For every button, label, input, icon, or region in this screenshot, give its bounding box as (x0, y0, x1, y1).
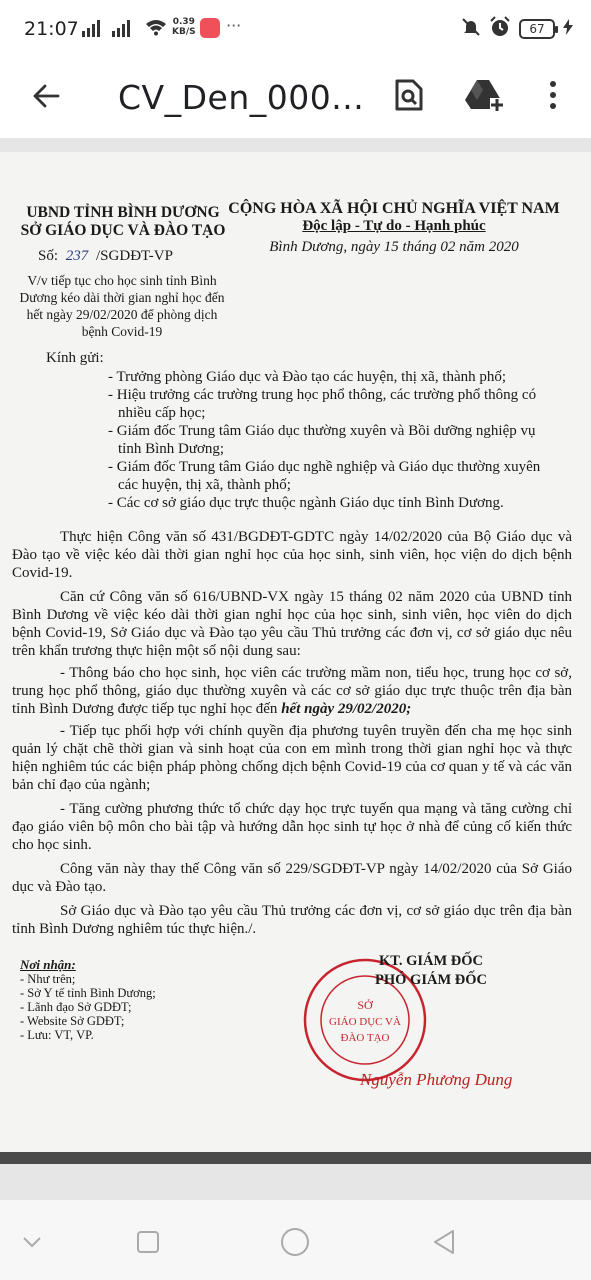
svg-text:SỞ: SỞ (357, 998, 373, 1012)
svg-text:ĐÀO TẠO: ĐÀO TẠO (340, 1032, 390, 1044)
charging-icon (563, 19, 573, 39)
national-title: CỘNG HÒA XÃ HỘI CHỦ NGHĨA VIỆT NAM (228, 200, 560, 217)
add-to-drive-icon (465, 78, 505, 112)
paragraph-7: Sở Giáo dục và Đào tạo yêu cầu Thủ trưởng các đơn vị, cơ sở giáo dục trên địa bàn tỉnh Bình Dương nghiêm túc thực hiện./. (12, 903, 572, 937)
status-bar (0, 0, 591, 58)
national-header (224, 200, 564, 256)
battery-icon: 67 (519, 19, 555, 39)
back-triangle-icon (432, 1229, 456, 1255)
recipient-item: - Trưởng phòng Giáo dục và Đào tạo các huyện, thị xã, thành phố; (108, 369, 507, 385)
recipient-list (108, 368, 558, 512)
recents-button[interactable] (128, 1222, 168, 1262)
paragraph-6: Công văn này thay thế Công văn số 229/SGDĐT-VP ngày 14/02/2020 của Sở Giáo dục và Đào tạo. (12, 861, 572, 895)
more-options-button[interactable] (530, 72, 576, 118)
mute-icon (461, 17, 481, 41)
salutation: Kính gửi: (46, 350, 104, 366)
back-arrow-icon (31, 81, 61, 111)
home-circle-icon (280, 1227, 310, 1257)
home-button[interactable] (275, 1222, 315, 1262)
footer-recipient: - Website Sở GDĐT; (20, 1014, 125, 1028)
signal-icon (82, 20, 100, 37)
page-edge (0, 1152, 591, 1164)
document-title: CV_Den_000... (118, 78, 365, 117)
issuer-line1: UBND TỈNH BÌNH DƯƠNG (26, 204, 220, 221)
paragraph-3: - Thông báo cho học sinh, học viên các trường mầm non, tiểu học, trung học cơ sở, trung học phổ thông, giáo dục thường xuyên và các cơ sở giáo dục trực thuộc trên địa bàn tỉnh Bình Dương được tiếp tục nghỉ học đến hết ngày 29/02/2020; (12, 665, 572, 717)
paragraph-1: Thực hiện Công văn số 431/BGDĐT-GDTC ngày 14/02/2020 của Bộ Giáo dục và Đào tạo về việc kéo dài thời gian nghỉ học của học sinh, sinh viên, học viện do dịch bệnh Covid-19. (12, 529, 572, 581)
paragraph-4: - Tiếp tục phối hợp với chính quyền địa phương tuyên truyền đến cha mẹ học sinh quản lý chặt chẽ thời gian và sinh hoạt của con em mình trong thời gian nghỉ học và thực hiện nghiêm túc các biện pháp phòng chống dịch bệnh Covid-19 của cơ quan y tế và các văn bản chỉ đạo của ngành; (12, 723, 572, 793)
recipients-footer (20, 958, 156, 1042)
document-subject: V/v tiếp tục cho học sinh tỉnh Bình Dương kéo dài thời gian nghỉ học đến hết ngày 29/02/2020 để phòng dịch bệnh Covid-19 (19, 273, 225, 339)
alarm-icon (489, 16, 511, 42)
nav-back-chevron-icon (22, 1236, 42, 1248)
add-to-drive-button[interactable] (462, 72, 508, 118)
svg-text:GIÁO DỤC VÀ: GIÁO DỤC VÀ (329, 1016, 401, 1028)
more-notifications: ··· (226, 16, 242, 35)
sign-title-1: KT. GIÁM ĐỐC (378, 953, 484, 969)
network-speed: 0.39 KB/S (172, 17, 196, 37)
wifi-icon (145, 18, 167, 40)
nav-hide-button[interactable] (12, 1222, 52, 1262)
document-number-handwritten: 237 (65, 248, 89, 264)
issuer-header (8, 204, 238, 240)
recents-square-icon (136, 1230, 160, 1254)
footer-recipient: - Như trên; (20, 972, 76, 986)
system-nav-bar (0, 1200, 591, 1280)
search-document-icon (394, 78, 424, 112)
recipient-item: - Giám đốc Trung tâm Giáo dục nghề nghiệp và Giáo dục thường xuyên các huyện, thị xã, thành phố; (108, 459, 541, 493)
document-number: Số: 237 /SGDĐT-VP (38, 248, 173, 264)
back-nav-button[interactable] (424, 1222, 464, 1262)
find-in-document-button[interactable] (386, 72, 432, 118)
national-motto: Độc lập - Tự do - Hạnh phúc (302, 218, 486, 234)
signer-name: Nguyễn Phương Dung (360, 1070, 513, 1089)
deadline-text: hết ngày 29/02/2020; (281, 701, 412, 717)
footer-recipient: - Sở Y tế tỉnh Bình Dương; (20, 986, 156, 1000)
more-vert-icon (548, 80, 558, 110)
recipients-footer-title: Nơi nhận: (20, 957, 76, 972)
signature-block (346, 952, 516, 990)
signal-icon-2 (112, 20, 130, 37)
footer-recipient: - Lưu: VT, VP. (20, 1028, 94, 1042)
issuer-line2: SỞ GIÁO DỤC VÀ ĐÀO TẠO (20, 222, 226, 239)
recipient-item: - Giám đốc Trung tâm Giáo dục thường xuyên và Bồi dưỡng nghiệp vụ tỉnh Bình Dương; (108, 423, 536, 457)
recipient-item: - Hiệu trưởng các trường trung học phổ thông, các trường phổ thông có nhiều cấp học; (108, 387, 537, 421)
app-notification-icon (200, 18, 220, 38)
document-date: Bình Dương, ngày 15 tháng 02 năm 2020 (269, 239, 519, 255)
paragraph-2: Căn cứ Công văn số 616/UBND-VX ngày 15 tháng 02 năm 2020 của UBND tỉnh Bình Dương về việc kéo dài thời gian nghỉ học của học sinh, sinh viên, học viên do dịch bệnh Covid-19, Sở Giáo dục và Đào tạo yêu cầu Thủ trưởng các đơn vị, cơ sở giáo dục nêu trên khẩn trương thực hiện một số nội dung sau: (12, 589, 572, 659)
app-toolbar (0, 58, 591, 138)
recipient-item: - Các cơ sở giáo dục trực thuộc ngành Giáo dục tỉnh Bình Dương. (108, 495, 504, 511)
status-time: 21:07 (24, 18, 79, 40)
footer-recipient: - Lãnh đạo Sở GDĐT; (20, 1000, 132, 1014)
paragraph-5: - Tăng cường phương thức tổ chức dạy học trực tuyến qua mạng và tăng cường chỉ đạo giáo viên bộ môn cho bài tập và hướng dẫn học sinh tự học ở nhà để củng cố kiến thức cho học sinh. (12, 801, 572, 853)
back-button[interactable] (24, 74, 68, 118)
sign-title-2: PHÓ GIÁM ĐỐC (375, 972, 487, 988)
